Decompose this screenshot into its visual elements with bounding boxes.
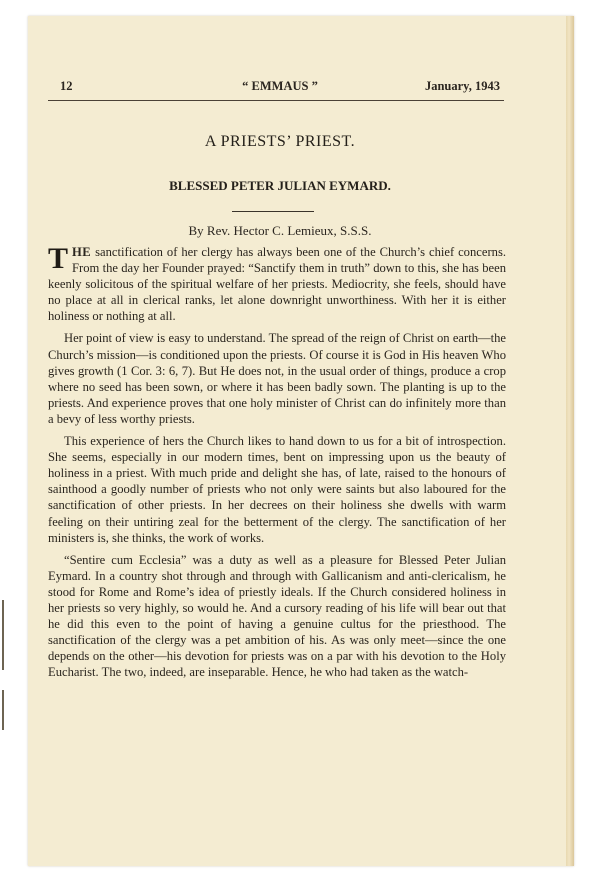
margin-mark (2, 600, 4, 670)
article-byline: By Rev. Hector C. Lemieux, S.S.S. (188, 223, 372, 238)
article-subtitle: BLESSED PETER JULIAN EYMARD. (169, 178, 391, 193)
page-number: 12 (60, 79, 73, 93)
issue-date: January, 1943 (424, 79, 500, 93)
margin-mark (2, 690, 4, 730)
lead-caps: HE (72, 245, 92, 259)
paragraph-4: “Sentire cum Ecclesia” was a duty as well as a pleasure for Blessed Peter Julian Eymard. In a country shot through and through with Gallicanism and anti-clericalism, he stood for Rome and Rome’s idea of priestly ideals. If the Church considered holiness in her priests so very highly, so would he. And a cursory reading of his life will bear out that he did this even to the point of having a genuine cultus for the priesthood. The sanctification of the clergy was a pet ambition of his. As was only meet—since the one depends on the other—his devotion for priests was on a par with his devotion to the Holy Eucharist. The two, indeed, are inseparable. Hence, he who had taken as the watch- (48, 552, 506, 680)
paragraph-1-text: sanctification of her clergy has always been one of the Church’s chief concerns. From the day her Founder prayed: “Sanctify them in truth” down to this, she has been keenly solicitous of the spiritual welfare of her priests. Mediocrity, she feels, should have no place at all in clerical ranks, let alone downright unworthiness. With her it is either holiness or nothing at all. (48, 245, 506, 324)
header-rule (48, 100, 504, 101)
drop-cap: T (48, 242, 69, 275)
journal-name: “ EMMAUS ” (242, 79, 318, 93)
title-divider (232, 211, 314, 212)
article-body (48, 244, 506, 686)
paragraph-1 (48, 244, 506, 324)
paragraph-2: Her point of view is easy to understand. The spread of the reign of Christ on earth—the Church’s mission—is conditioned upon the priests. Of course it is God in His heaven Who gives growth (1 Cor. 3: 6, 7). But He does not, in the usual order of things, produce a crop where no seed has been sown, or where it has been badly sown. The planting is up to the priests. And experience proves that one holy minister of Christ can do infinitely more than a bevy of less worthy priests. (48, 331, 506, 426)
paragraph-3: This experience of hers the Church likes to hand down to us for a bit of introspection. She seems, especially in our modern times, bent on impressing upon us the beauty of holiness in a priest. With much pride and delight she has, of late, raised to the honours of sainthood a goodly number of priests who not only were saints but also laboured for the sanctification of other priests. In her decrees on their holiness she dwells with warm feeling on their untiring zeal for the betterment of the clergy. The sanctification of her ministers is, she thinks, the work of works. (48, 434, 506, 545)
article-title: A PRIESTS’ PRIEST. (204, 133, 356, 150)
page-edge (566, 16, 574, 866)
